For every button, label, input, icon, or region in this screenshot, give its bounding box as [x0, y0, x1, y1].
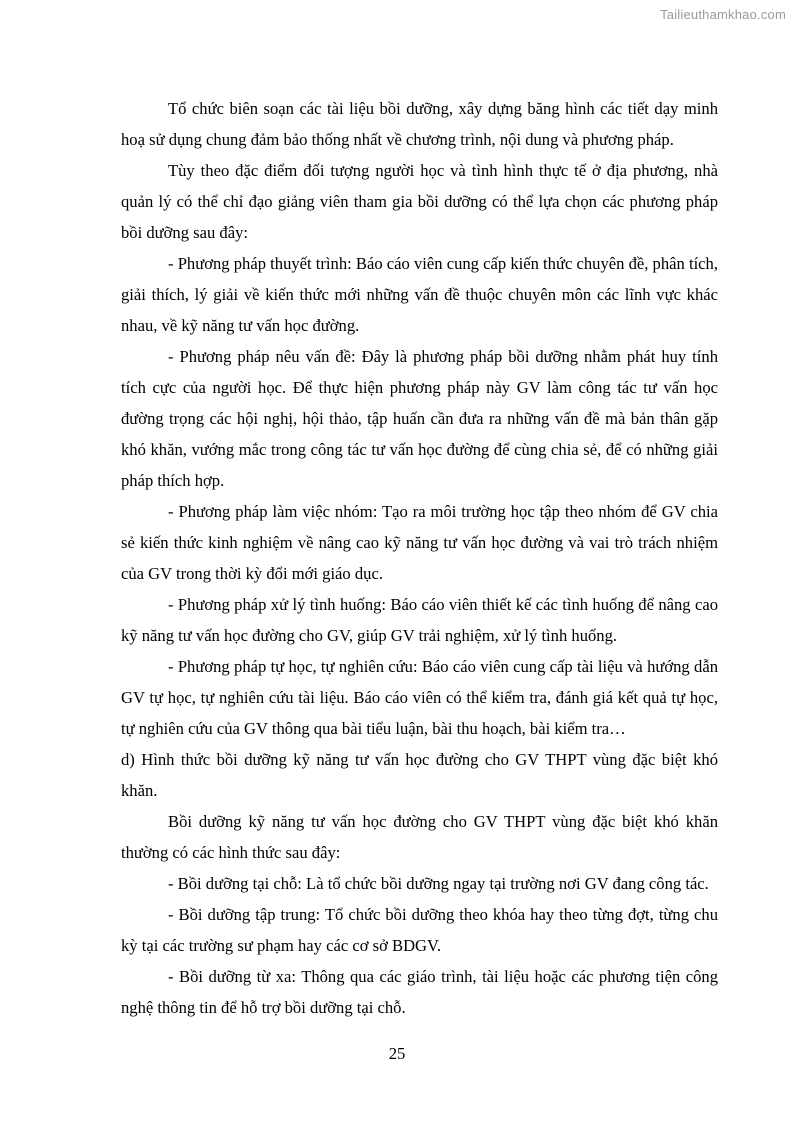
- paragraph: Tùy theo đặc điểm đối tượng người học và tình hình thực tế ở địa phương, nhà quản lý có thể chỉ đạo giảng viên tham gia bồi dưỡng có thể lựa chọn các phương pháp bồi dưỡng sau đây:: [121, 161, 718, 242]
- paragraph: - Phương pháp làm việc nhóm: Tạo ra môi trường học tập theo nhóm để GV chia sẻ kiến thức kinh nghiệm về nâng cao kỹ năng tư vấn học đường và vai trò trách nhiệm của GV trong thời kỳ đổi mới giáo dục.: [121, 502, 718, 583]
- paragraph: - Phương pháp tự học, tự nghiên cứu: Báo cáo viên cung cấp tài liệu và hướng dẫn GV tự học, tự nghiên cứu tài liệu. Báo cáo viên có thể kiểm tra, đánh giá kết quả tự học, tự nghiên cứu của GV thông qua bài tiểu luận, bài thu hoạch, bài kiểm tra…: [121, 657, 718, 738]
- paragraph: Bồi dưỡng kỹ năng tư vấn học đường cho GV THPT vùng đặc biệt khó khăn thường có các hình thức sau đây:: [121, 812, 718, 862]
- paragraph: Tổ chức biên soạn các tài liệu bồi dưỡng, xây dựng băng hình các tiết dạy minh hoạ sử dụng chung đảm bảo thống nhất về chương trình, nội dung và phương pháp.: [121, 99, 718, 149]
- paragraph: - Phương pháp nêu vấn đề: Đây là phương pháp bồi dưỡng nhằm phát huy tính tích cực của người học. Để thực hiện phương pháp này GV làm công tác tư vấn học đường trọng các hội nghị, hội thảo, tập huấn cần đưa ra những vấn đề mà bản thân gặp khó khăn, vướng mắc trong công tác tư vấn học đường để cùng chia sẻ, để có những giải pháp thích hợp.: [121, 347, 718, 490]
- page-number: 25: [388, 1044, 406, 1063]
- paragraph: - Bồi dưỡng tại chỗ: Là tổ chức bồi dưỡng ngay tại trường nơi GV đang công tác.: [168, 874, 709, 893]
- document-body: [121, 93, 718, 1023]
- paragraph: - Bồi dưỡng tập trung: Tổ chức bồi dưỡng theo khóa hay theo từng đợt, từng chu kỳ tại các trường sư phạm hay các cơ sở BDGV.: [121, 905, 718, 955]
- paragraph: - Phương pháp xử lý tình huống: Báo cáo viên thiết kế các tình huống để nâng cao kỹ năng tư vấn học đường cho GV, giúp GV trải nghiệm, xử lý tình huống.: [121, 595, 718, 645]
- paragraph: - Bồi dưỡng từ xa: Thông qua các giáo trình, tài liệu hoặc các phương tiện công nghệ thông tin để hỗ trợ bồi dưỡng tại chỗ.: [121, 967, 718, 1017]
- section-heading: d) Hình thức bồi dưỡng kỹ năng tư vấn học đường cho GV THPT vùng đặc biệt khó khăn.: [121, 750, 718, 800]
- paragraph: - Phương pháp thuyết trình: Báo cáo viên cung cấp kiến thức chuyên đề, phân tích, giải thích, lý giải về kiến thức mới những vấn đề thuộc chuyên môn các lĩnh vực khác nhau, về kỹ năng tư vấn học đường.: [121, 254, 718, 335]
- watermark: Tailieuthamkhao.com: [660, 7, 786, 22]
